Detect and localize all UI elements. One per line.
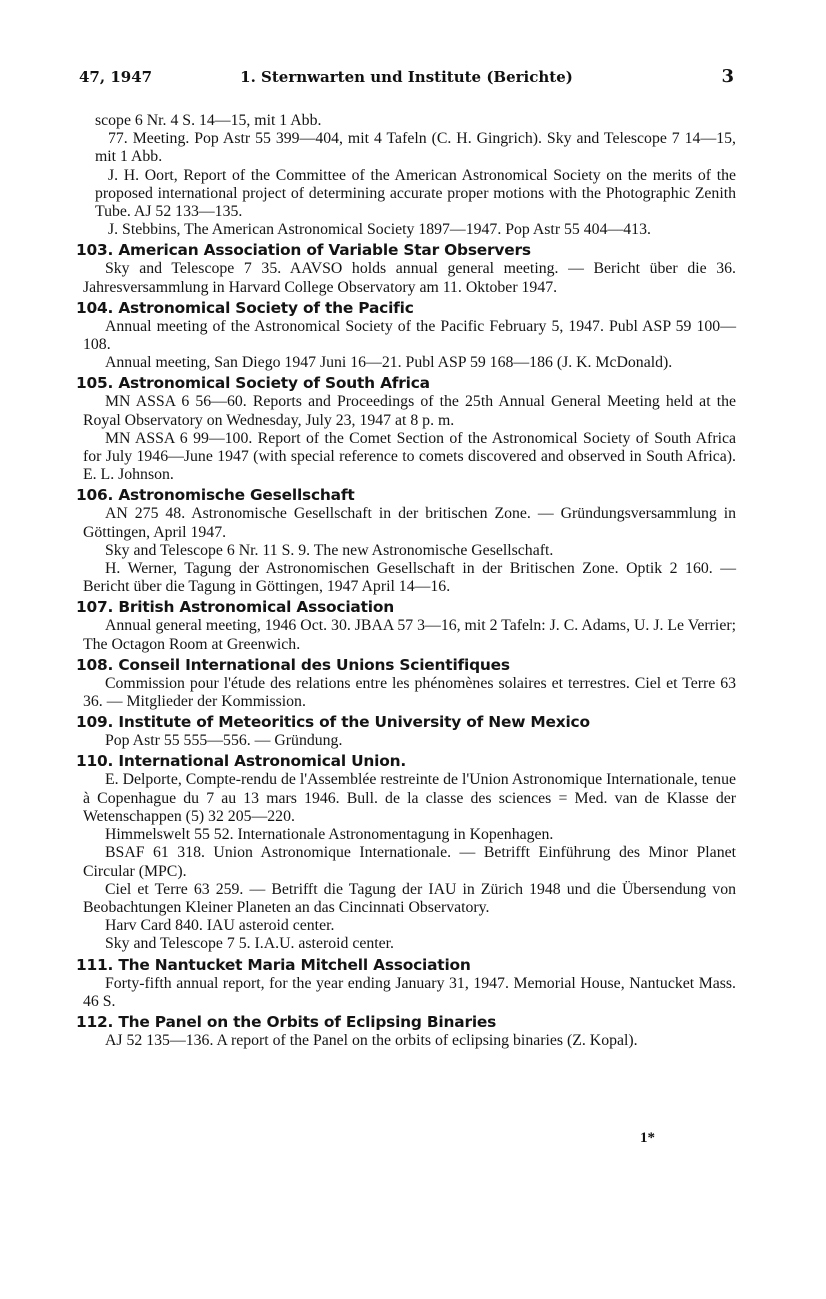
entry: Annual general meeting, 1946 Oct. 30. JBAA 57 3—16, mit 2 Tafeln: J. C. Adams, U. J. Le Verrier; The Octagon Room at Greenwich.	[83, 617, 736, 653]
continuation-line: scope 6 Nr. 4 S. 14—15, mit 1 Abb.	[95, 112, 322, 129]
section-103	[76, 241, 736, 296]
entry: Pop Astr 55 555—556. — Gründung.	[105, 732, 343, 750]
entry: MN ASSA 6 56—60. Reports and Proceedings of the 25th Annual General Meeting held at the Royal Observatory on Wednesday, July 23, 1947 at 8 p. m.	[83, 393, 736, 429]
section-106	[76, 486, 736, 596]
continuation-entry: J. H. Oort, Report of the Committee of the American Astronomical Society on the merits of the proposed international project of determining accurate proper motions with the Photographic Zenith Tube. AJ 52 133—135.	[95, 166, 736, 221]
section-heading: 108. Conseil International des Unions Scientifiques	[76, 655, 510, 674]
entry: MN ASSA 6 99—100. Report of the Comet Section of the Astronomical Society of South Africa for July 1946—June 1947 (with special reference to comets discovered and observed in South Africa). E. L. Johnson.	[83, 429, 736, 484]
entry: Annual meeting, San Diego 1947 Juni 16—21. Publ ASP 59 168—186 (J. K. McDonald).	[105, 354, 673, 372]
entry: Himmelswelt 55 52. Internationale Astronomentagung in Kopenhagen.	[105, 826, 554, 844]
section-111	[76, 956, 736, 1011]
section-112	[76, 1013, 736, 1050]
page-body	[76, 112, 736, 1050]
continuation-entry: 77. Meeting. Pop Astr 55 399—404, mit 4 Tafeln (C. H. Gingrich). Sky and Telescope 7 14—15, mit 1 Abb.	[95, 130, 736, 166]
section-108	[76, 656, 736, 711]
entry: AN 275 48. Astronomische Gesellschaft in der britischen Zone. — Gründungsversammlung in Göttingen, April 1947.	[83, 505, 736, 541]
entry: Ciel et Terre 63 259. — Betrifft die Tagung der IAU in Zürich 1948 und die Übersendung von Beobachtungen Kleiner Planeten an das Cincinnati Observatory.	[83, 880, 736, 916]
entry: Sky and Telescope 7 35. AAVSO holds annual general meeting. — Bericht über die 36. Jahresversammlung in Harvard College Observatory am 11. Oktober 1947.	[83, 260, 736, 296]
entry: Harv Card 840. IAU asteroid center.	[105, 917, 335, 935]
section-title: 1. Sternwarten und Institute (Berichte)	[240, 68, 573, 86]
entry: AJ 52 135—136. A report of the Panel on the orbits of eclipsing binaries (Z. Kopal).	[105, 1031, 638, 1049]
section-110	[76, 752, 736, 953]
entry: H. Werner, Tagung der Astronomischen Gesellschaft in der Britischen Zone. Optik 2 160. — Bericht über die Tagung in Göttingen, 1947 April 14—16.	[83, 560, 736, 596]
entry: Annual meeting of the Astronomical Society of the Pacific February 5, 1947. Publ ASP 59 100—108.	[83, 317, 736, 354]
section-heading: 103. American Association of Variable Star Observers	[76, 241, 531, 260]
section-heading: 106. Astronomische Gesellschaft	[76, 486, 355, 505]
section-heading: 107. British Astronomical Association	[76, 598, 394, 617]
entry: Sky and Telescope 6 Nr. 11 S. 9. The new Astronomische Gesellschaft.	[105, 541, 554, 559]
section-heading: 112. The Panel on the Orbits of Eclipsing Binaries	[76, 1012, 497, 1031]
continuation-entry: J. Stebbins, The American Astronomical Society 1897—1947. Pop Astr 55 404—413.	[108, 221, 651, 239]
section-104	[76, 299, 736, 373]
section-105	[76, 374, 736, 484]
running-header	[79, 68, 734, 92]
section-109	[76, 713, 736, 750]
section-heading: 109. Institute of Meteoritics of the University of New Mexico	[76, 713, 590, 732]
section-heading: 105. Astronomical Society of South Africa	[76, 374, 430, 393]
entry: Forty-fifth annual report, for the year ending January 31, 1947. Memorial House, Nantucket Mass. 46 S.	[83, 974, 736, 1010]
entry: Commission pour l'étude des relations entre les phénomènes solaires et terrestres. Ciel et Terre 63 36. — Mitglieder der Kommission.	[83, 674, 736, 711]
section-heading: 104. Astronomical Society of the Pacific	[76, 298, 414, 317]
page-number: 3	[721, 66, 734, 87]
section-heading: 110. International Astronomical Union.	[76, 752, 407, 771]
volume-year: 47, 1947	[79, 68, 153, 86]
entry: BSAF 61 318. Union Astronomique Internationale. — Betrifft Einführung des Minor Planet Circular (MPC).	[83, 844, 736, 880]
entry: E. Delporte, Compte-rendu de l'Assemblée restreinte de l'Union Astronomique Internationale, tenue à Copenhague du 7 au 13 mars 1946. Bull. de la classe des sciences = Med. van de Klasse der Wetenschappen (5) 32 205—220.	[83, 771, 736, 825]
section-107	[76, 598, 736, 653]
section-heading: 111. The Nantucket Maria Mitchell Association	[76, 955, 471, 974]
entry: Sky and Telescope 7 5. I.A.U. asteroid center.	[105, 935, 395, 953]
signature-mark: 1*	[640, 1130, 655, 1146]
